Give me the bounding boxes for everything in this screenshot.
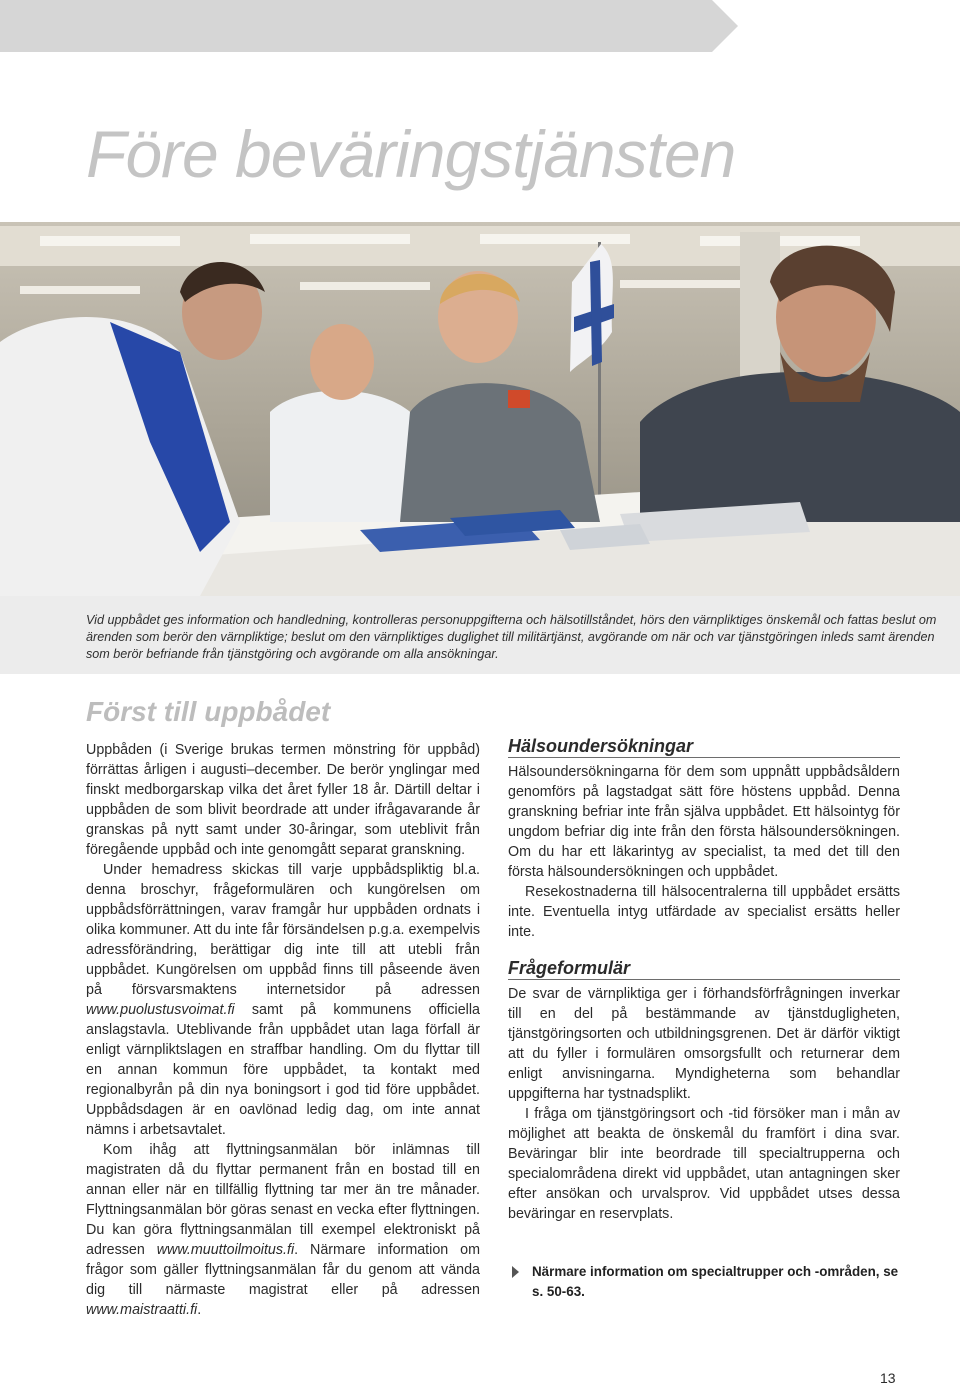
photo-caption: Vid uppbådet ges information och handledning, kontrolleras personuppgifterna och hälsotillståndet, hörs den värnpliktiges önskemål och fattas beslut om ärenden som berör den värnpliktige; beslut om den värnpliktiges duglighet till militärtjänst, avgörande om när och var tjänstgöringen inleds samt ärenden som berör befriande från tjänstgöring och avgörande om alla ansökningar.: [86, 613, 937, 661]
left-paragraph-2-text: Under hemadress skickas till varje uppbådspliktig bl.a. denna broschyr, frågeformulären och kungörelsen om uppbådsförrättningen, varav framgår hur uppbåden ordnats i olika kommuner. Att du inte får försändelsen p.g.a. exempelvis adressförändring, berättigar dig inte till att utebli från uppbådet. Kungörelsen om uppbåd finns till påseende även på försvarsmaktens internetsidor på adressen: [86, 862, 480, 998]
photo-registration-desk: [0, 222, 960, 596]
left-column: [86, 740, 480, 1320]
left-paragraph-3-text: Kom ihåg att flyttningsanmälan bör inlämnas till magistraten då du flyttar permanent från en bostad till en annan eller när en tillfällig flyttning tar mer än tre månader. Flyttningsanmälan bör göras senast en vecka efter flyttningen. Du kan göra flyttningsanmälan till exempel elektroniskt på adressen: [86, 1142, 480, 1258]
section-heading-forst-till-uppbadet: Först till uppbådet: [86, 696, 331, 727]
halso-paragraph-1: Hälsoundersökningarna för dem som uppnått uppbådsåldern genomförs på lagstadgat sätt före höstens uppbåd. Denna granskning befriar inte från själva uppbådet. Ett hälsointyg för ungdom befriar dig inte från den första hälsoundersökningen. Om du har ett läkarintyg av specialist, ta med det till den första hälsoundersökningen och uppbådet.: [508, 764, 900, 880]
page-number: 13: [880, 1370, 896, 1386]
halso-paragraph-2: Resekostnaderna till hälsocentralerna till uppbådet ersätts inte. Eventuella intyg utfärdade av specialist ersätts heller inte.: [508, 884, 900, 940]
link-muuttoilmoitus[interactable]: www.muuttoilmoitus.fi: [156, 1242, 295, 1258]
link-maistraatti[interactable]: www.maistraatti.fi: [86, 1302, 198, 1318]
section-heading-halsoundersokningar: Hälsoundersökningar: [508, 736, 900, 758]
fraga-paragraph-1: De svar de värnpliktiga ger i förhandsförfrågningen inverkar till en del på bestämmande av tjänstdugligheten, tjänstgöringsorten och utbildningsgrenen. Det är därför viktigt att du fyller i formulären omsorgsfullt och returnerar dem enligt anvisningarna. Myndigheterna som behandlar uppgifterna har tystnadsplikt.: [508, 986, 900, 1102]
arrow-right-icon: [512, 1266, 519, 1278]
fraga-paragraph-2: I fråga om tjänstgöringsort och -tid försöker man i mån av möjlighet att beakta de önskemål du framfört i dina svar. Beväringar blir inte beordrade till specialtrupperna och specialområdena direkt vid uppbådet, utan antagningen sker efter ansökan och urvalsprov. Vid uppbådet utses dessa beväringar en reservplats.: [508, 1106, 900, 1222]
left-paragraph-2-tail: samt på kommunens officiella anslagstavla. Uteblivande från uppbådet utan laga förfall är enligt värnpliktslagen en straffbar handling. Om du flyttar till en annan kommun före uppbådet, ta kontakt med regionalbyrån på din nya boningsort i god tid före uppbådet. Uppbådsdagen är en oavlönad ledig dag, om inte annat nämns i arbetsavtalet.: [86, 1002, 480, 1138]
section-spacer: [508, 942, 900, 958]
header-band-shape: [0, 0, 738, 52]
left-paragraph-1: Uppbåden (i Sverige brukas termen mönstring för uppbåd) förrättas årligen i augusti–december. De berör ynglingar med finskt medborgarskap vilka det året fyller 18 år. Därtill deltar i uppbåden de som blivit beordrade att under ifrågavarande år granskas på nytt samt under 30-åringar, som uteblivit från föregående uppbåd och inte genomgått separat granskning.: [86, 742, 480, 858]
page-title: Före beväringstjänsten: [86, 117, 736, 191]
header-band: [0, 0, 738, 52]
section-heading-frageformular: Frågeformulär: [508, 958, 900, 980]
left-paragraph-3-mid: . Närmare information om frågor som gäller flyttningsanmälan får du genom att vända dig till närmaste magistrat eller på adressen: [86, 1242, 480, 1298]
link-puolustusvoimat[interactable]: www.puolustusvoimat.fi: [86, 1002, 235, 1018]
note-text: Närmare information om specialtrupper och -områden, se s. 50-63.: [532, 1264, 899, 1299]
left-paragraph-3-end: .: [197, 1302, 202, 1318]
left-paragraph-2: [86, 860, 480, 1140]
right-column: [508, 736, 900, 1224]
left-paragraph-3: [86, 1140, 480, 1320]
specialtrupper-note: [514, 1262, 904, 1302]
